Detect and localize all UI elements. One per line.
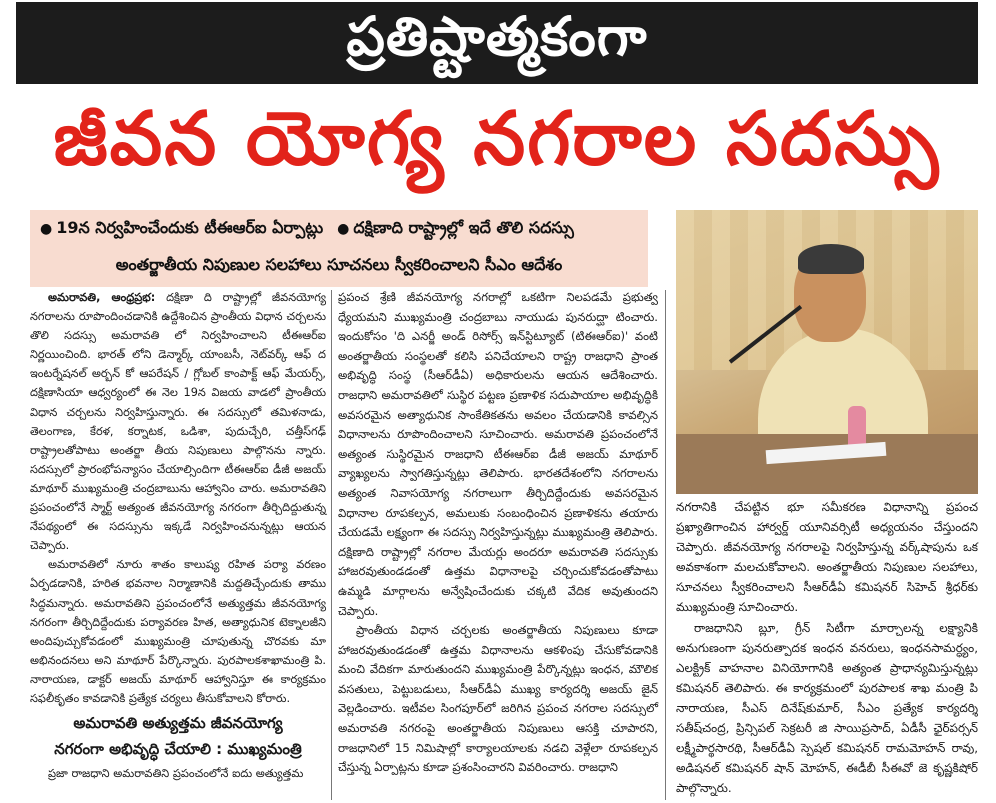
section-banner bbox=[16, 2, 978, 84]
highlight-text: దక్షిణాది రాష్ట్రాల్లో ఇదే తొలి సదస్సు bbox=[353, 218, 574, 237]
highlight-item bbox=[40, 218, 323, 241]
paragraph-text: దక్షిణా ది రాష్ట్రాల్లో జీవనయోగ్య నగరాలను రూపొందించడానికి ఉద్దేశించిన ప్రాంతీయ విధాన చర్చలను తొలి సదస్సు అమరావతి లో నిర్వహించాలని టీఈఆర్‌ఐ నిర్ణయించింది. భారత్ లోని డెన్మార్క్ యాంబసీ, నెట్‌వర్క్ ఆఫ్ ద ఇంటర్నేషనల్ అర్బన్ కో ఆపరేషన్ / గ్లోబల్ కాంపాక్ట్ ఆఫ్ మేయర్స్, దక్షిణాసియా ఆధ్వర్యంలో ఈ నెల 19న విజయ వాడలో ప్రాంతీయ విధాన చర్చలను నిర్వహిస్తున్నారు. ఈ సదస్సులో తమిళనాడు, తెలంగాణ, కేరళ, కర్నాటక, ఒడిశా, పుదుచ్చేరి, చత్తీస్‌గఢ్ రాష్ట్రాలతోపాటు అంతర్జా తీయ నిపుణులు పాల్గొనను న్నారు. సదస్సులో ప్రారంభోపన్యాసం చేయాల్సిందిగా టీఈఆర్‌ఐ డీజీ అజయ్ మాథూర్ ముఖ్యమంత్రి చంద్రబాబును ఆహ్వానిం చారు. అమరావతిని ప్రపంచంలోనే స్మార్ట్ అత్యంత జీవనయోగ్య నగరంగా తీర్చిదిద్దుతున్న నేపథ్యంలో ఈ సదస్సును ఇక్కడే నిర్వహించనున్నట్లు ఆయన చెప్పారు. bbox=[30, 291, 327, 553]
highlights-row bbox=[40, 218, 638, 241]
column-divider bbox=[331, 290, 332, 800]
highlights-box bbox=[30, 210, 648, 287]
subheading-line: నగరంగా అభివృద్ధి చేయాలి : ముఖ్యమంత్రి bbox=[54, 740, 302, 759]
paragraph: ప్రపంచ శ్రేణి జీవనయోగ్య నగరాల్లో ఒకటిగా నిలపడమే ప్రభుత్వ ధ్యేయమని ముఖ్యమంత్రి చంద్రబాబు నాయుడు పునరుద్ఘా టించారు. ఇందుకోసం 'ది ఎనర్జీ అండ్ రిసోర్స్ ఇన్‌స్టిట్యూట్ (టిఈఆర్‌ఐ)' వంటి అంతర్జాతీయ సంస్థలతో కలిసి పనిచేయాలని రాష్ట్ర రాజధాని ప్రాంత అభివృద్ధి సంస్థ (సీఆర్‌డీఏ) అధికారులను ఆయన ఆదేశించారు. రాజధాని అమరావతిలో సుస్థిర పట్టణ ప్రణాళిక సదుపాయాల అభివృద్ధికి అవసరమైన అత్యాధునిక సాంకేతికతను అవలం చేయడానికి కావల్సిన విధానాలను రూపొందించాలని సూచించారు. అమరావతి ప్రపంచంలోనే అత్యంత సుస్థిరమైన రాజధాని టీఈఆర్‌ఐ డీజీ అజయ్ మాథూర్ వ్యాఖ్యలను స్వాగతిస్తున్నట్లు తెలిపారు. భారతదేశంలోని నగరాలను అత్యంత నివాసయోగ్య నగరాలుగా తీర్చిదిద్దేందుకు అవసరమైన విధానాల రూపకల్పన, అమలుకు సంబంధించిన ప్రణాళికను తయారు చేయడమే లక్ష్యంగా ఈ సదస్సు నిర్వహిస్తున్నట్లు ముఖ్యమంత్రి తెలిపారు. దక్షిణాది రాష్ట్రాల్లో నగరాల మేయర్లు అందరూ అమరావతి సదస్సుకు హాజరవుతుండడంతో ఉత్తమ విధానాలపై చర్చించుకోవడంతోపాటు ఉమ్మడి మార్గాలను అన్వేషించేందుకు చక్కటి వేదిక అవుతుందని చెప్పారు. bbox=[338, 290, 658, 618]
headline-text: జీవన యోగ్య నగరాల సదస్సు bbox=[53, 96, 941, 182]
subheading-line: అమరావతి అత్యుత్తమ జీవనయోగ్య bbox=[73, 714, 283, 733]
highlight-text: అంతర్జాతీయ నిపుణుల సలహాలు సూచనలు స్వీకరించాలని సీఎం ఆదేశం bbox=[115, 255, 563, 274]
paragraph: ప్రాంతీయ విధాన చర్చలకు అంతర్జాతీయ నిపుణులు కూడా హాజరవుతుండడంతో ఉత్తమ విధానాలను ఆకళింపు చేసుకోవడానికి మంచి వేదికగా మారుతుందని ముఖ్యమంత్రి పేర్కొన్నట్లు ఇంధన, మౌలిక వసతులు, పెట్టుబడులు, సీఆర్‌డీఏ ముఖ్య కార్యదర్శి అజయ్ జైన్ వెల్లడించారు. ఇటీవల సింగపూర్‌లో జరిగిన ప్రపంచ నగరాల సదస్సులో అమరావతి నగరంపై అంతర్జాతీయ నిపుణులు ఆసక్తి చూపారని, రాజధానిలో 15 నిమిషాల్లో కార్యాలయాలకు నడచి వెళ్లేలా రూపకల్పన చేస్తున్న ఏర్పాట్లను కూడా ప్రశంసించారని వివరించారు. రాజధాని bbox=[338, 623, 658, 775]
highlight-text: 19న నిర్వహించేందుకు టీఈఆర్‌ఐ ఏర్పాట్లు bbox=[56, 218, 324, 237]
paragraph: రాజధానిని బ్లూ, గ్రీన్ సిటీగా మార్చాలన్న లక్ష్యానికి అనుగుణంగా పునరుత్పాదక ఇంధన వనరులు, ఇంధనసామర్ధ్యం, ఎలక్ట్రిక్ వాహనాల వినియోగానికి అత్యంత ప్రాధాన్యమిస్తున్నట్లు కమిషనర్ తెలిపారు. ఈ కార్యక్రమంలో పురపాలక శాఖ మంత్రి పి నారాయణ, సీఎస్ దినేష్‌కుమార్, సీఎం ప్రత్యేక కార్యదర్శి సతీష్‌చంద్ర, ప్రిన్సిపల్ సెక్రటరీ జి సాయిప్రసాద్, ఏడీసీ ఛైర్‌పర్సన్ లక్ష్మీపార్థసారథి, సీఆర్‌డీఏ స్పెషల్ కమిషనర్ రామమోహన్ రావు, అడిషనల్ కమిషనర్ షాన్ మోహన్, ఈడీబీ సీఈవో జె కృష్ణకిషోర్ పాల్గొన్నారు. bbox=[676, 620, 978, 796]
paragraph: నగరానికి చేపట్టిన భూ సమీకరణ విధానాన్ని ప్రపంచ ప్రఖ్యాతిగాంచిన హార్వర్డ్ యూనివర్సిటీ అధ్యయనం చేస్తుందని చెప్పారు. జీవనయోగ్య నగరాలపై నిర్వహిస్తున్న వర్క్‌షాపును ఒక అవకాశంగా మలచుకోవాలని. అంతర్జాతీయ నిపుణుల సలహాలు, సూచనలు స్వీకరించాలని సీఆర్‌డీఏ కమిషనర్ సిహెచ్ శ్రీధర్‌కు ముఖ్యమంత్రి సూచించారు. bbox=[676, 500, 978, 615]
column-divider bbox=[665, 290, 666, 800]
photo-person-hair bbox=[798, 244, 864, 274]
photo-table bbox=[676, 434, 978, 494]
dateline: అమరావతి, ఆంధ్రప్రభ: bbox=[48, 291, 156, 304]
headline bbox=[16, 92, 978, 204]
bullet-icon: ● bbox=[337, 221, 350, 237]
article-column-3 bbox=[676, 497, 978, 798]
highlight-item bbox=[337, 218, 574, 241]
paragraph bbox=[30, 288, 326, 555]
article-column-2 bbox=[338, 288, 658, 778]
highlight-item bbox=[40, 255, 638, 278]
news-photo bbox=[676, 210, 978, 494]
paragraph: ప్రజా రాజధాని అమరావతిని ప్రపంచంలోనే ఐదు అత్యుత్తమ bbox=[48, 767, 304, 781]
banner-text: ప్రతిష్టాత్మకంగా bbox=[346, 4, 648, 68]
subheading bbox=[30, 710, 326, 762]
article-column-1 bbox=[30, 288, 326, 783]
paragraph: అమరావతిలో నూరు శాతం కాలుష్య రహిత పర్యా వరణం ఏర్పడడానికి, హరిత భవనాల నిర్మాణానికి మద్దతిచ్చేందుకు తాము సిద్ధమన్నారు. అమరావతిని ప్రపంచంలోనే అత్యుత్తమ జీవనయోగ్య నగరంగా తీర్చిదిద్దేందుకు పర్యావరణ హిత, అత్యాధునిక టెక్నాలజీని అందిపుచ్చుకోవడంలో ముఖ్యమంత్రి చూపుతున్న చొరవకు మా అభినందనలు అని మాథూర్ పేర్కొన్నారు. పురపాలకశాఖామంత్రి పి. నారాయణ, డాక్టర్ అజయ్ మాథూర్ ఆహ్వానిస్తూ ఈ కార్యక్రమం సఫలీకృతం కావడానికి ప్రత్యేక చర్యలు తీసుకోవాలని కోరారు. bbox=[30, 558, 326, 705]
bullet-icon: ● bbox=[40, 221, 53, 237]
